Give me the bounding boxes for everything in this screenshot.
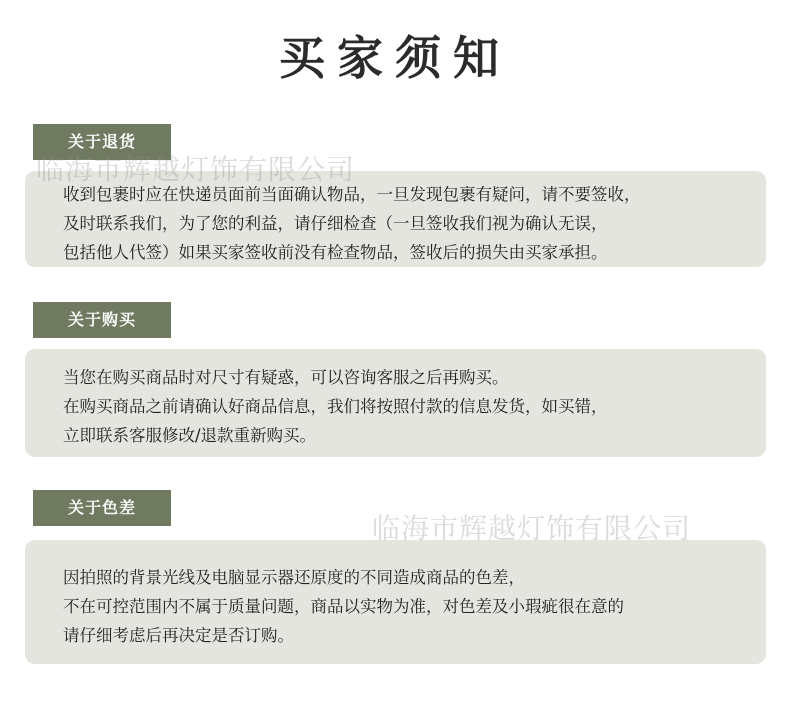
section-box-purchase (25, 349, 766, 457)
page-title: 买家须知 (279, 31, 511, 85)
text-line: 立即联系客服修改/退款重新购买。 (63, 426, 317, 445)
text-line: 在购买商品之前请确认好商品信息，我们将按照付款的信息发货，如买错， (63, 397, 608, 416)
section-purchase (25, 302, 766, 460)
text-line: 当您在购买商品时对尺寸有疑惑，可以咨询客服之后再购买。 (63, 368, 509, 387)
watermark-text: 临海市辉越灯饰有限公司 (372, 512, 692, 545)
section-box-color-difference (25, 540, 766, 664)
text-line: 请仔细考虑后再决定是否订购。 (63, 626, 294, 645)
text-line: 不在可控范围内不属于质量问题，商品以实物为准，对色差及小瑕疵很在意的 (63, 597, 624, 616)
watermark-text: 临海市辉越灯饰有限公司 (36, 153, 356, 186)
section-returns (25, 124, 766, 269)
text-line: 包括他人代签）如果买家签收前没有检查物品，签收后的损失由买家承担。 (63, 243, 608, 262)
section-tag-purchase: 关于购买 (33, 302, 171, 338)
text-line: 因拍照的背景光线及电脑显示器还原度的不同造成商品的色差， (63, 568, 525, 587)
text-line: 收到包裹时应在快递员面前当面确认物品，一旦发现包裹有疑问，请不要签收， (63, 185, 641, 204)
text-line: 及时联系我们，为了您的利益，请仔细检查（一旦签收我们视为确认无误， (63, 214, 608, 233)
section-tag-returns: 关于退货 (33, 124, 171, 160)
section-tag-color-difference: 关于色差 (33, 490, 171, 526)
